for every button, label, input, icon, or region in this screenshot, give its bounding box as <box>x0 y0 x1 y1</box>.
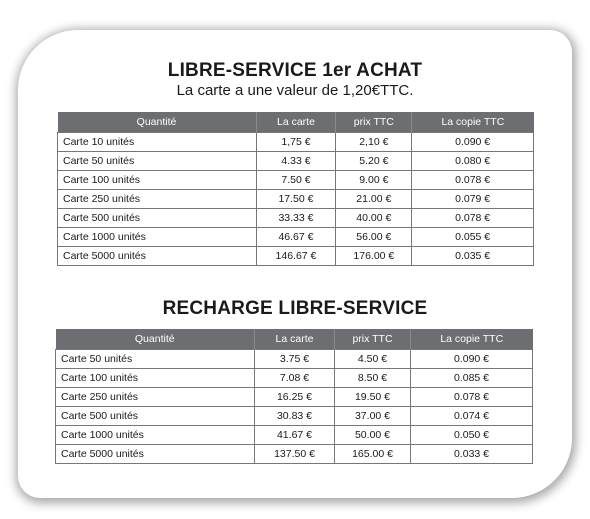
cell-price-ttc: 19.50 € <box>335 388 411 407</box>
cell-copy-price-ttc: 0.079 € <box>412 190 534 209</box>
table-row <box>58 228 534 247</box>
cell-copy-price-ttc: 0.074 € <box>411 407 533 426</box>
cell-quantity: Carte 1000 unités <box>56 426 255 445</box>
column-header-copy-price-ttc: La copie TTC <box>411 329 533 350</box>
cell-card-price: 46.67 € <box>256 228 336 247</box>
cell-quantity: Carte 100 unités <box>58 171 257 190</box>
cell-price-ttc: 9.00 € <box>336 171 412 190</box>
column-header-copy-price-ttc: La copie TTC <box>412 112 534 133</box>
table-row <box>56 369 533 388</box>
cell-copy-price-ttc: 0.090 € <box>412 133 534 152</box>
column-header-quantity: Quantité <box>56 329 255 350</box>
column-header-price-ttc: prix TTC <box>336 112 412 133</box>
column-header-price-ttc: prix TTC <box>335 329 411 350</box>
cell-price-ttc: 50.00 € <box>335 426 411 445</box>
column-header-card-price: La carte <box>256 112 336 133</box>
cell-quantity: Carte 500 unités <box>58 209 257 228</box>
table-row <box>56 388 533 407</box>
cell-copy-price-ttc: 0.033 € <box>411 445 533 464</box>
cell-copy-price-ttc: 0.078 € <box>412 209 534 228</box>
cell-price-ttc: 165.00 € <box>335 445 411 464</box>
table-row <box>56 407 533 426</box>
table-header-row <box>58 112 534 133</box>
cell-card-price: 4.33 € <box>256 152 336 171</box>
table-row <box>56 350 533 369</box>
cell-card-price: 1,75 € <box>256 133 336 152</box>
cell-quantity: Carte 5000 unités <box>56 445 255 464</box>
table-row <box>58 171 534 190</box>
table-row <box>58 190 534 209</box>
table-row <box>58 247 534 266</box>
first-purchase-price-table <box>57 112 534 266</box>
cell-quantity: Carte 500 unités <box>56 407 255 426</box>
cell-copy-price-ttc: 0.050 € <box>411 426 533 445</box>
cell-price-ttc: 176.00 € <box>336 247 412 266</box>
cell-copy-price-ttc: 0.078 € <box>411 388 533 407</box>
cell-price-ttc: 4.50 € <box>335 350 411 369</box>
cell-quantity: Carte 250 unités <box>58 190 257 209</box>
cell-price-ttc: 56.00 € <box>336 228 412 247</box>
cell-card-price: 16.25 € <box>255 388 335 407</box>
column-header-card-price: La carte <box>255 329 335 350</box>
table-row <box>58 209 534 228</box>
cell-price-ttc: 8.50 € <box>335 369 411 388</box>
cell-copy-price-ttc: 0.080 € <box>412 152 534 171</box>
cell-card-price: 41.67 € <box>255 426 335 445</box>
cell-card-price: 146.67 € <box>256 247 336 266</box>
cell-copy-price-ttc: 0.078 € <box>412 171 534 190</box>
cell-quantity: Carte 50 unités <box>56 350 255 369</box>
cell-card-price: 7.50 € <box>256 171 336 190</box>
cell-price-ttc: 5.20 € <box>336 152 412 171</box>
cell-card-price: 137.50 € <box>255 445 335 464</box>
column-header-quantity: Quantité <box>58 112 257 133</box>
cell-copy-price-ttc: 0.035 € <box>412 247 534 266</box>
table-header-row <box>56 329 533 350</box>
cell-quantity: Carte 5000 unités <box>58 247 257 266</box>
cell-price-ttc: 40.00 € <box>336 209 412 228</box>
cell-quantity: Carte 100 unités <box>56 369 255 388</box>
section1-title: LIBRE-SERVICE 1er ACHAT <box>167 60 423 81</box>
section2-title: RECHARGE LIBRE-SERVICE <box>162 298 428 319</box>
cell-copy-price-ttc: 0.090 € <box>411 350 533 369</box>
table-row <box>56 445 533 464</box>
cell-price-ttc: 37.00 € <box>335 407 411 426</box>
section1-subtitle: La carte a une valeur de 1,20€TTC. <box>176 82 414 99</box>
recharge-price-table <box>55 329 533 464</box>
table-row <box>58 152 534 171</box>
cell-card-price: 30.83 € <box>255 407 335 426</box>
cell-copy-price-ttc: 0.055 € <box>412 228 534 247</box>
cell-quantity: Carte 50 unités <box>58 152 257 171</box>
cell-card-price: 7.08 € <box>255 369 335 388</box>
table-row <box>56 426 533 445</box>
table-row <box>58 133 534 152</box>
cell-quantity: Carte 1000 unités <box>58 228 257 247</box>
cell-price-ttc: 2,10 € <box>336 133 412 152</box>
cell-copy-price-ttc: 0.085 € <box>411 369 533 388</box>
cell-quantity: Carte 10 unités <box>58 133 257 152</box>
cell-card-price: 33.33 € <box>256 209 336 228</box>
cell-card-price: 17.50 € <box>256 190 336 209</box>
cell-price-ttc: 21.00 € <box>336 190 412 209</box>
cell-card-price: 3.75 € <box>255 350 335 369</box>
cell-quantity: Carte 250 unités <box>56 388 255 407</box>
